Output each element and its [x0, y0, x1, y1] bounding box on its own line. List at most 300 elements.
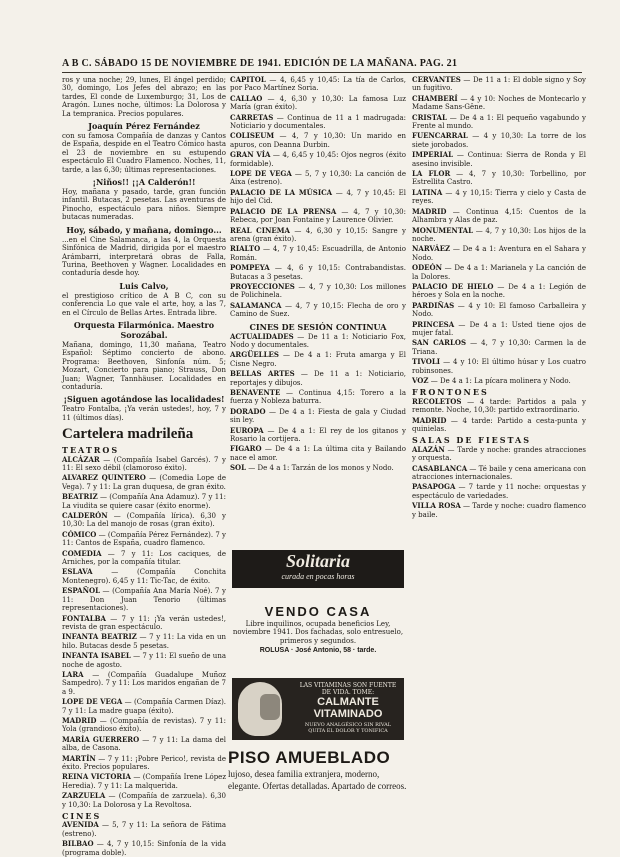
listing-separator: — [278, 351, 295, 360]
listing-entry [412, 283, 586, 300]
listing-separator: — [106, 614, 122, 623]
listing-separator: — [145, 474, 160, 483]
listing-separator: — [270, 151, 283, 160]
listing-separator: — [336, 207, 354, 216]
listing-venue: PALACIO DE LA MÚSICA [230, 187, 333, 197]
listing-group [230, 333, 406, 473]
listing-entry [62, 773, 226, 790]
listing-detail: (Compañía Pérez Fernández). 7 y 11: Cantos de España, cuadro flamenco. [62, 530, 226, 548]
advert-title: VENDO CASA [264, 604, 372, 619]
listing-venue: CRISTAL [412, 112, 447, 122]
listing-venue: PASAPOGA [412, 482, 456, 492]
listing-entry [62, 456, 226, 473]
listing-venue: CALDERÓN [62, 511, 108, 521]
listing-entry [62, 736, 226, 753]
column-middle [230, 76, 406, 546]
listing-entry [62, 568, 226, 585]
listing-entry [230, 76, 406, 93]
listing-detail: De 4 a 1: Tarzán de los monos y Nodo. [257, 464, 394, 473]
listing-detail: 4, 7 y 10,30: Carmen la de Triana. [412, 339, 586, 356]
listing-venue: ZARZUELA [62, 791, 106, 801]
listing-separator: — [442, 264, 455, 273]
listing-separator: — [97, 493, 110, 502]
listing-separator: — [101, 549, 121, 558]
listing-entry [62, 652, 226, 669]
listing-entry [230, 95, 406, 112]
listing-venue: MADRID [412, 415, 447, 425]
listing-venue: MADRID [62, 715, 97, 725]
intro-paragraph: ros y una noche; 29, lunes, El ángel perdido; 30, domingo, Los Jefes del abrazo; en las tardes, El conde de Luxemburgo; 31, Los de Aragón. Lunes noche, últimos: La Dolorosa y La tempranica. Precios populares. [62, 76, 226, 118]
listing-venue: EUROPA [230, 425, 264, 435]
listing-separator: — [332, 188, 347, 197]
listing-venue: RECOLETOS [412, 396, 462, 406]
section-title: Cartelera madrileña [62, 426, 194, 443]
listing-separator: — [265, 407, 280, 416]
listing-group [62, 456, 226, 809]
listing-entry [412, 398, 586, 415]
notice-heading: ¡Siguen agotándose las localidades! [63, 394, 225, 405]
listing-entry [412, 76, 586, 93]
listing-detail: (Comedia Lope de Vega). 7 y 11: La gran duquesa, de gran éxito. [62, 474, 226, 491]
listing-entry [62, 633, 226, 650]
listing-detail: 7 y 11: ¡Ya verán ustedes!, revista de gran espectáculo. [62, 614, 226, 631]
notice-paragraph: Mañana, domingo, 11,30 mañana, Teatro Español: Séptimo concierto de abono. Programa: Beethoven, Sinfonía núm. 5; Mozart, Concierto para piano; Strauss, Don Juan; Wagner, Tannhäuser. Localidades en contaduría. [62, 340, 226, 391]
listing-entry [230, 132, 406, 149]
listing-venue: LOPE DE VEGA [230, 169, 292, 179]
listing-detail: 7 y 11: Los caciques, de Arniches, por la compañía titular. [62, 549, 226, 567]
listing-detail: De 4 a 1: El rey de los gitanos y Rosario la cortijera. [230, 426, 407, 444]
listing-separator: — [93, 840, 107, 849]
notice-heading: Luis Calvo, [119, 280, 169, 291]
listing-entry [412, 502, 586, 519]
listing-separator: — [473, 226, 486, 235]
listing-detail: 7 y 11: El sueño de una noche de agosto. [62, 652, 227, 669]
listing-entry [230, 427, 406, 444]
listing-separator: — [260, 245, 273, 254]
listing-venue: COLISEUM [230, 131, 275, 141]
listing-entry [230, 208, 406, 225]
listing-entry [230, 114, 406, 131]
advert-piso [228, 748, 408, 830]
listing-detail: 4 y 10: El famoso Carballeira y Nodo. [412, 301, 586, 319]
listing-detail: De 11 a 1: Noticiario Fox, Nodo y documentales. [230, 332, 406, 349]
listing-detail: 4, 6,45 y 10,45: La tía de Carlos, por Paco Martínez Soria. [230, 76, 407, 93]
listing-entry [412, 189, 586, 206]
listing-separator: — [291, 170, 306, 179]
listing-entry [62, 792, 226, 809]
listing-detail: 4, 6,30 y 10,15: Sangre y arena (gran éxito). [230, 226, 406, 243]
listing-separator: — [457, 94, 471, 103]
listing-venue: TIVOLI [412, 357, 441, 367]
listing-separator: — [263, 426, 279, 435]
listing-venue: VOZ [412, 376, 429, 385]
listing-separator: — [265, 76, 281, 84]
listing-detail: 4 tarde: Partidos a pala y remonte. Noche, 10,30: partido extraordinario. [412, 397, 587, 415]
listing-separator: — [280, 389, 299, 397]
listing-venue: CHAMBERÍ [412, 93, 458, 103]
listing-detail: 7 y 11: ¡Pobre Perico!, revista de éxito. Precios populares. [62, 754, 226, 771]
listing-venue: CAPITOL [230, 75, 266, 84]
listing-entry [412, 95, 586, 112]
advert-tagline: LAS VITAMINAS SON FUENTE DE VIDA. TOME: [299, 682, 397, 696]
listing-entry [412, 358, 586, 375]
listing-venue: IMPERIAL [412, 150, 454, 160]
listing-detail: 5, 7 y 10,30: La canción de Aixa (estreno). [230, 170, 407, 187]
listing-separator: — [139, 735, 153, 744]
listing-venue: PALACIO DE HIELO [412, 281, 494, 291]
listing-separator: — [466, 339, 482, 348]
listing-detail: 4 y 10: El último húsar y Los cuatro robinsones. [412, 358, 586, 375]
listing-detail: 4, 7 y 10,30: Los hijos de la noche. [412, 226, 587, 243]
listing-separator: — [450, 170, 470, 179]
listing-entry [230, 445, 406, 462]
listing-separator: — [96, 716, 110, 725]
advert-title: PISO AMUEBLADO [228, 748, 391, 767]
notice-heading: Joaquín Pérez Fernández [88, 121, 200, 132]
listing-separator: — [96, 530, 108, 539]
listing-venue: CÓMICO [62, 529, 97, 539]
listing-detail: 4, 6,30 y 10,30: La famosa Luz María (gran éxito). [230, 94, 406, 112]
listing-entry [62, 587, 226, 612]
listing-separator: — [442, 188, 456, 197]
listing-entry [412, 114, 586, 131]
listing-venue: PARDIÑAS [412, 300, 455, 310]
listing-venue: BELLAS ARTES [230, 369, 295, 379]
listing-entry [230, 151, 406, 168]
listing-venue: ALCÁZAR [62, 454, 100, 464]
listing-separator: — [130, 773, 143, 782]
listing-detail: (Compañía de zarzuela). 6,30 y 10,30: La Dolorosa y La Revoltosa. [62, 792, 226, 809]
advert-text: Libre inquilinos, ocupada beneficios Ley, noviembre 1941. Dos fachadas, solo entresuelo, primeros y segundos. [232, 620, 404, 645]
listing-entry [62, 531, 226, 548]
listing-detail: (Compañía Carmen Díaz). 7 y 11: La madre guapa (éxito). [62, 698, 227, 715]
listing-venue: LARA [62, 669, 84, 679]
listing-entry [412, 151, 586, 168]
notice-paragraph: con su famosa Compañía de danzas y Cantos de España, despide en el Teatro Cómico hasta el 23 de noviembre en su estupendo espectáculo El Cuadro Flamenco. Noches, 11, tarde, a las 6,30; últimas representaciones. [62, 132, 226, 174]
listing-venue: ALAZÁN [412, 444, 445, 454]
notice-heading: Orquesta Filarmónica. Maestro Sorozábal. [73, 319, 215, 340]
notice-paragraph: Teatro Fontalba, ¡Ya verán ustedes!, hoy, 7 y 11 (últimos días). [62, 405, 226, 422]
listing-entry [62, 474, 226, 491]
listing-detail: Continua: Sierra de Ronda y El asesino invisible. [412, 151, 586, 168]
listing-venue: AVENIDA [62, 820, 99, 830]
listing-venue: PROYECCIONES [230, 281, 295, 291]
listing-detail: De 4 a 1: Marianela y La canción de la Dolores. [412, 264, 586, 281]
listing-separator: — [467, 132, 484, 141]
listing-entry [412, 446, 586, 463]
listing-entry [230, 408, 406, 425]
listing-group [412, 446, 586, 519]
notice-heading: Hoy, sábado, y mañana, domingo... [66, 224, 222, 235]
listing-separator: — [455, 483, 469, 492]
listing-detail: Continua de 11 a 1 madrugada: Noticiario y documentales. [230, 113, 407, 131]
listing-detail: 4 tarde: Partido a cesta-punta y quinielas. [412, 416, 586, 434]
listing-venue: LATINA [412, 187, 443, 197]
listing-venue: CARRETAS [230, 112, 274, 122]
listing-entry [412, 208, 586, 225]
listing-venue: BENAVENTE [230, 388, 281, 397]
listing-separator: — [92, 568, 138, 577]
listing-entry [412, 377, 586, 385]
listing-detail: (Compañía Guadalupe Muñoz Sampedro). 7 y 11: Los maridos engañan de 7 a 9. [62, 670, 226, 696]
listing-entry [62, 755, 226, 772]
listing-venue: PRINCESA [412, 319, 455, 329]
hand-illustration-icon [260, 694, 280, 720]
listing-entry [62, 717, 226, 734]
listing-entry [230, 389, 406, 406]
listing-venue: REINA VICTORIA [62, 772, 131, 782]
listing-separator: — [461, 397, 480, 406]
notice-paragraph: ...en el Cine Salamanca, a las 4, la Orquesta Sinfónica de Madrid, dirigida por el maestro Arámbarri, interpretará obras de Falla, Turina, Beethoven y Wagner. Localidades en contaduría desde hoy. [62, 235, 226, 278]
listing-entry [230, 189, 406, 206]
listing-detail: De 4 a 1: Fiesta de gala y Ciudad sin ley. [230, 407, 406, 425]
listing-venue: FUENCARRAL [412, 131, 468, 141]
listing-venue: MADRID [412, 206, 447, 216]
listing-detail: 4 y 10,15: Tierra y cielo y Casta de reyes. [412, 188, 587, 206]
listing-detail: 4, 7 y 10,30: Un marido en apuros, con Deanna Durbin. [230, 132, 406, 149]
listing-separator: — [450, 245, 463, 254]
listing-venue: VILLA ROSA [412, 501, 461, 511]
listing-separator: — [460, 502, 473, 511]
listing-detail: De 4 a 1: Usted tiene ojos de mujer fatal. [412, 320, 587, 337]
listing-detail: 4, 7 y 10,30: Los millones de Polichinela. [230, 282, 406, 300]
listing-entry [62, 698, 226, 715]
listing-detail: (Compañía Ana María Noé). 7 y 11: Don Juan Tenorio (últimas representaciones). [62, 587, 226, 613]
listing-separator: — [446, 113, 460, 122]
listing-entry [412, 417, 586, 434]
listing-detail: (Compañía Isabel Garcés). 7 y 11: El sexo débil (clamoroso éxito). [62, 455, 226, 472]
listing-entry [230, 351, 406, 368]
listing-entry [230, 283, 406, 300]
listing-separator: — [105, 792, 119, 801]
listing-detail: Tarde y noche: cuadro flamenco y baile. [412, 502, 586, 519]
listing-separator: — [98, 821, 113, 830]
listing-entry [62, 512, 226, 529]
section-label-salas: SALAS DE FIESTAS [412, 435, 531, 446]
listing-entry [62, 615, 226, 632]
advert-title: CALMANTE VITAMINADO [313, 696, 383, 720]
section-label-frontones: FRONTONES [412, 387, 489, 398]
listing-entry [412, 245, 586, 262]
listing-separator: — [454, 301, 469, 310]
listing-separator: — [467, 464, 479, 473]
listing-venue: ALVAREZ QUINTERO [62, 473, 146, 483]
section-label-continua: CINES DE SESIÓN CONTINUA [249, 321, 387, 332]
listing-detail: Continua 4,15: Torero a la fuerza y Nobleza baturra. [230, 389, 407, 406]
listing-separator: — [293, 332, 308, 341]
listing-venue: RIALTO [230, 244, 261, 254]
listing-venue: BILBAO [62, 839, 94, 849]
listing-separator: — [136, 633, 150, 642]
listing-separator: — [294, 370, 314, 379]
listing-entry [230, 370, 406, 387]
advert-small-text: NUEVO ANALGÉSICO SIN RIVAL QUITA EL DOLOR Y TONIFICA [304, 722, 392, 734]
listing-separator: — [269, 264, 288, 273]
listing-entry [412, 339, 586, 356]
listing-separator: — [428, 377, 440, 385]
advert-title: Solitaria [285, 551, 351, 571]
listing-separator: — [130, 652, 143, 661]
advert-text: lujoso, desea familia extranjera, moderno, elegante. Ofertas detalladas. Apartado de correos. [228, 769, 407, 791]
listing-entry [412, 302, 586, 319]
listing-detail: Tarde y noche: grandes atracciones y orquesta. [412, 445, 587, 463]
listing-detail: De 4 a 1: La pícara molinera y Nodo. [439, 377, 571, 385]
listing-separator: — [446, 416, 463, 425]
listing-entry [230, 170, 406, 187]
listing-separator: — [294, 282, 309, 291]
listing-detail: 4, 7 y 10,30: Rebeca, por Joan Fontaine y Laurence Olivier. [230, 207, 406, 225]
listing-detail: De 4 a 1: Aventura en el Sahara y Nodo. [412, 245, 586, 262]
listing-group [230, 76, 406, 319]
listing-detail: (Compañía Conchita Montenegro). 6,45 y 11: Tic-Tac, de éxito. [62, 568, 226, 585]
listing-detail: 4, 7 y 10,30: Torbellino, por Estrellita Castro. [412, 170, 586, 187]
listing-venue: INFANTA ISABEL [62, 651, 131, 661]
listing-detail: 4, 7 y 10,15: Flecha de oro y Camino de Suez. [230, 301, 406, 319]
listing-detail: (Compañía lírica). 6,30 y 10,30: La del manojo de rosas (gran éxito). [62, 512, 227, 529]
listing-detail: 4, 7 y 10,15: Sinfonía de la vida (programa doble). [62, 840, 226, 857]
listing-entry [62, 671, 226, 696]
listing-detail: De 11 a 1: Noticiario, reportajes y dibujos. [230, 370, 407, 387]
advert-solitaria [232, 550, 404, 588]
listing-detail: Continua 4,15: Cuentos de la Alhambra y Alas de paz. [412, 207, 586, 225]
listing-entry [62, 493, 226, 510]
listing-detail: 5, 7 y 11: La señora de Fátima (estreno). [62, 821, 226, 838]
listing-venue: MARÍA GUERRERO [62, 734, 140, 744]
listing-venue: MARTÍN [62, 753, 96, 763]
notice-heading: ¡Niños!! ¡¡A Calderón!! [92, 177, 196, 188]
listing-venue: PALACIO DE LA PRENSA [230, 206, 337, 216]
advert-calmante [232, 678, 404, 740]
listing-venue: LOPE DE VEGA [62, 697, 123, 707]
listing-entry [62, 550, 226, 567]
listing-detail: 4 y 10,30: La torre de los siete jorobados. [412, 132, 587, 149]
listing-venue: INFANTA BEATRIZ [62, 632, 137, 642]
listing-detail: De 4 a 1: Fruta amarga y El Cisne Negro. [230, 351, 406, 368]
advert-contact: ROLUSA · José Antonio, 58 · tarde. [259, 647, 377, 655]
listing-detail: 7 tarde y 11 noche: orquestas y espectáculo de variedades. [412, 483, 586, 500]
listing-detail: 4, 6 y 10,15: Contrabandistas. Butacas a 3 pesetas. [230, 264, 406, 281]
listing-separator: — [122, 698, 134, 707]
listing-venue: POMPEYA [230, 263, 270, 273]
column-right [412, 76, 586, 828]
listing-venue: FIGARO [230, 444, 262, 454]
listing-venue: REAL CINEMA [230, 225, 290, 235]
listing-detail: (Compañía de revistas). 7 y 11: Yola (grandioso éxito). [62, 716, 226, 734]
listing-separator: — [446, 207, 467, 216]
listing-entry [62, 840, 226, 857]
listing-detail: Té baile y cena americana con atracciones internacionales. [412, 464, 586, 482]
listing-entry [412, 483, 586, 500]
listing-entry [230, 227, 406, 244]
listing-detail: (Compañía Ana Adamuz). 7 y 11: La viudita se quiere casar (éxito enorme). [62, 493, 226, 510]
listing-separator: — [261, 445, 276, 454]
listing-separator: — [460, 76, 473, 84]
listing-venue: FONTALBA [62, 613, 106, 623]
listing-venue: CASABLANCA [412, 463, 468, 473]
listing-detail: 7 y 11: La dama del alba, de Casona. [62, 735, 227, 753]
listing-entry [412, 465, 586, 482]
listing-separator: — [262, 94, 280, 103]
listing-entry [230, 302, 406, 319]
listing-separator: — [100, 587, 113, 596]
listing-entry [412, 132, 586, 149]
column-left [62, 76, 227, 857]
listing-detail: 4, 6,45 y 10,45: Ojos negros (éxito formidable). [230, 151, 406, 168]
listing-entry [230, 333, 406, 350]
listing-venue: SOL [230, 463, 247, 473]
listing-detail: 4, 7 y 10,45: Escuadrilla, de Antonio Román. [230, 245, 406, 262]
listing-entry [412, 264, 586, 281]
listing-detail: De 11 a 1: El doble signo y Soy un fugitivo. [412, 76, 586, 93]
listing-separator: — [281, 301, 296, 310]
listing-separator: — [440, 358, 454, 367]
listing-detail: De 4 a 1: La última cita y Bailando nace el amor. [230, 445, 407, 462]
page-header: A B C. SÁBADO 15 DE NOVIEMBRE DE 1941. EDICIÓN DE LA MAÑANA. PAG. 21 [62, 58, 582, 73]
listing-separator: — [454, 320, 470, 329]
listing-venue: BEATRIZ [62, 492, 98, 502]
listing-detail: De 4 a 1: Legión de héroes y Sola en la noche. [412, 282, 586, 300]
listing-entry [230, 464, 406, 472]
listing-venue: ESLAVA [62, 567, 93, 577]
listing-separator: — [246, 464, 258, 473]
listing-separator: — [273, 113, 288, 122]
listing-venue: ACTUALIDADES [230, 331, 294, 341]
notice-paragraph: el prestigioso crítico de A B C, con su conferencia Lo que vale el arte, hoy, a las 7, en el Círculo de Bellas Artes. Entrada libre. [62, 291, 226, 317]
listing-detail: (Compañía Irene López Heredia). 7 y 11: La malquerida. [62, 773, 227, 790]
listing-separator: — [95, 754, 108, 763]
listing-detail: De 4 a 1: El pequeño vagabundo y Frente al mundo. [412, 113, 586, 131]
listing-entry [230, 245, 406, 262]
section-label-teatros: TEATROS [62, 445, 120, 456]
listing-venue: ESPAÑOL [62, 586, 100, 596]
listing-venue: CERVANTES [412, 75, 461, 84]
listing-entry [412, 321, 586, 338]
advert-subtitle: curada en pocas horas [281, 572, 355, 581]
listing-venue: SAN CARLOS [412, 338, 467, 348]
listing-venue: NARVÁEZ [412, 244, 451, 254]
listing-venue: ARGÜELLES [230, 350, 279, 360]
listing-entry [62, 821, 226, 838]
listing-venue: SALAMANCA [230, 300, 282, 310]
listing-separator: — [274, 132, 292, 141]
listing-separator: — [493, 282, 509, 291]
listing-venue: CALLAO [230, 93, 263, 103]
listing-venue: COMEDIA [62, 548, 102, 558]
listing-venue: MONUMENTAL [412, 225, 474, 235]
listing-group [412, 76, 586, 385]
listing-separator: — [453, 151, 468, 160]
listing-group [62, 821, 226, 857]
listing-venue: LA FLOR [412, 169, 451, 179]
notice-paragraph: Hoy, mañana y pasado, tarde, gran función infantil. Butacas, 2 pesetas. Las aventuras de Pinocho, espectáculo para niños. Siempre butacas numeradas. [62, 188, 226, 222]
section-label-cines: CINES [62, 811, 102, 822]
listing-detail: 4 y 10: Noches de Montecarlo y Madame Sans-Gêne. [412, 94, 586, 112]
listing-separator: — [444, 445, 458, 454]
listing-detail: 7 y 11: La vida en un hilo. Butacas desde 5 pesetas. [62, 633, 227, 650]
listing-separator: — [83, 670, 108, 679]
listing-entry [230, 264, 406, 281]
listing-separator: — [289, 226, 306, 235]
advert-vendo-casa [232, 604, 404, 660]
listing-entry [412, 227, 586, 244]
listing-venue: DORADO [230, 406, 266, 416]
listing-entry [412, 170, 586, 187]
listing-group [412, 398, 586, 434]
listing-venue: ODEÓN [412, 263, 442, 273]
listing-venue: GRAN VÍA [230, 150, 271, 160]
listing-detail: 4, 7 y 10,45: El hijo del Cid. [230, 188, 406, 206]
listing-separator: — [99, 455, 114, 464]
